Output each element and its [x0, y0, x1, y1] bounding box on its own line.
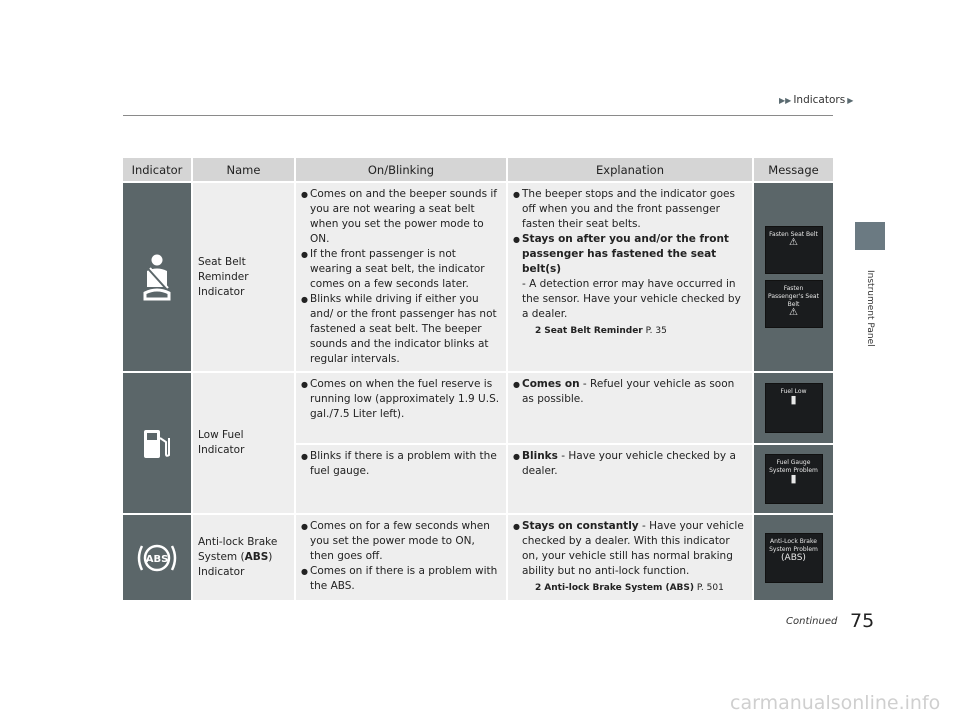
- emphasis-text: Blinks: [522, 450, 558, 462]
- seat-belt-icon: [137, 253, 177, 301]
- message-text: Anti-Lock Brake System Problem: [769, 537, 818, 553]
- message-text: Fasten Passenger's Seat Belt: [768, 285, 819, 308]
- column-header: Message: [753, 158, 833, 182]
- list-item: ● Blinks if there is a problem with the fuel gauge.: [301, 449, 501, 479]
- message-text: Fasten Seat Belt: [769, 231, 818, 238]
- message-text: Fuel Gauge System Problem: [769, 459, 818, 474]
- page-number: 75: [850, 610, 875, 632]
- message-display: [765, 226, 823, 274]
- name-abbrev: ABS: [244, 551, 269, 563]
- breadcrumb: [779, 94, 853, 106]
- explanation-cell: [507, 372, 753, 444]
- abs-icon: [136, 540, 178, 576]
- list-item: ● Comes on and the beeper sounds if you are not wearing a seat belt when you set the power mode to ON.: [301, 187, 501, 247]
- abs-icon: (ABS): [781, 552, 806, 563]
- indicator-cell: [123, 372, 192, 514]
- indicator-table: [123, 158, 833, 600]
- fuel-pump-icon: ▮: [790, 393, 797, 406]
- explanation-cell: [507, 444, 753, 514]
- list-item: [513, 449, 747, 479]
- list-item: ● Blinks while driving if either you and/ or the front passenger has not fastened a seat belt. The beeper sounds and the indicator blinks at regular intervals.: [301, 292, 501, 367]
- fuel-pump-icon: [142, 426, 172, 460]
- list-item: [513, 232, 747, 322]
- svg-text:ABS: ABS: [145, 553, 169, 565]
- on-blinking-cell: [295, 182, 507, 372]
- arrow-icon: ▶: [847, 95, 854, 105]
- indicator-name: Low Fuel Indicator: [192, 372, 295, 514]
- xref-page: P. 35: [645, 326, 667, 336]
- indicator-name: [192, 514, 295, 600]
- message-display: [765, 454, 823, 504]
- message-text: Fuel Low: [780, 388, 807, 395]
- cross-reference[interactable]: [513, 324, 747, 339]
- column-header: Name: [192, 158, 295, 182]
- message-cell: [753, 444, 833, 514]
- list-item: ● The beeper stops and the indicator goes off when you and the front passenger fasten their seat belts.: [513, 187, 747, 232]
- list-item: [513, 519, 747, 579]
- indicator-cell: [123, 182, 192, 372]
- explanation-text: - Have your vehicle checked by a dealer.: [522, 450, 736, 477]
- list-item: [513, 377, 747, 407]
- header-divider: [123, 115, 833, 116]
- arrow-icon: ▶▶: [779, 95, 792, 105]
- seat-belt-icon: ⚠: [789, 237, 798, 248]
- fuel-pump-icon: ▮: [790, 472, 797, 485]
- section-tab: [855, 222, 885, 250]
- section-label: Instrument Panel: [865, 269, 875, 347]
- xref-label: Anti-lock Brake System (ABS): [544, 583, 694, 593]
- column-header: Explanation: [507, 158, 753, 182]
- indicator-cell: [123, 514, 192, 600]
- explanation-cell: [507, 514, 753, 600]
- column-header: Indicator: [123, 158, 192, 182]
- message-cell: [753, 182, 833, 372]
- message-display: [765, 280, 823, 328]
- name-text: ) Indicator: [198, 551, 273, 578]
- table-header-row: [123, 158, 833, 182]
- emphasis-text: Comes on: [522, 378, 580, 390]
- continued-label: Continued: [786, 616, 838, 627]
- reference-arrow-icon: 2: [535, 326, 542, 336]
- name-text: Anti-lock Brake System (: [198, 536, 278, 563]
- on-blinking-cell: [295, 514, 507, 600]
- xref-label: Seat Belt Reminder: [544, 326, 643, 336]
- explanation-cell: [507, 182, 753, 372]
- seat-belt-icon: ⚠: [789, 307, 798, 318]
- message-display: [765, 533, 823, 583]
- list-item: ● Comes on when the fuel reserve is running low (approximately 1.9 U.S. gal./7.5 Liter left).: [301, 377, 501, 422]
- message-display: [765, 383, 823, 433]
- xref-page: P. 501: [696, 583, 724, 593]
- message-cell: [753, 372, 833, 444]
- on-blinking-cell: [295, 444, 507, 514]
- table-row: [123, 372, 833, 444]
- list-item: ● Comes on for a few seconds when you set the power mode to ON, then goes off.: [301, 519, 501, 564]
- table-row: [123, 514, 833, 600]
- emphasis-text: Stays on after you and/or the front passenger has fastened the seat belt(s): [522, 233, 729, 275]
- watermark: carmanualsonline.info: [730, 692, 941, 714]
- explanation-text: - Refuel your vehicle as soon as possible.: [522, 378, 735, 405]
- emphasis-text: Stays on constantly: [522, 520, 639, 532]
- list-item: ● Comes on if there is a problem with the ABS.: [301, 564, 501, 594]
- explanation-text: - A detection error may have occurred in the sensor. Have your vehicle checked by a dealer.: [522, 278, 741, 320]
- list-item: ● If the front passenger is not wearing a seat belt, the indicator comes on a few seconds later.: [301, 247, 501, 292]
- indicator-name: Seat Belt Reminder Indicator: [192, 182, 295, 372]
- table-row: [123, 182, 833, 372]
- explanation-text: - Have your vehicle checked by a dealer. With this indicator on, your vehicle still has normal braking ability but no anti-lock function.: [522, 520, 744, 577]
- message-cell: [753, 514, 833, 600]
- breadcrumb-label[interactable]: Indicators: [793, 94, 846, 106]
- reference-arrow-icon: 2: [535, 583, 542, 593]
- cross-reference[interactable]: [513, 581, 747, 596]
- on-blinking-cell: [295, 372, 507, 444]
- column-header: On/Blinking: [295, 158, 507, 182]
